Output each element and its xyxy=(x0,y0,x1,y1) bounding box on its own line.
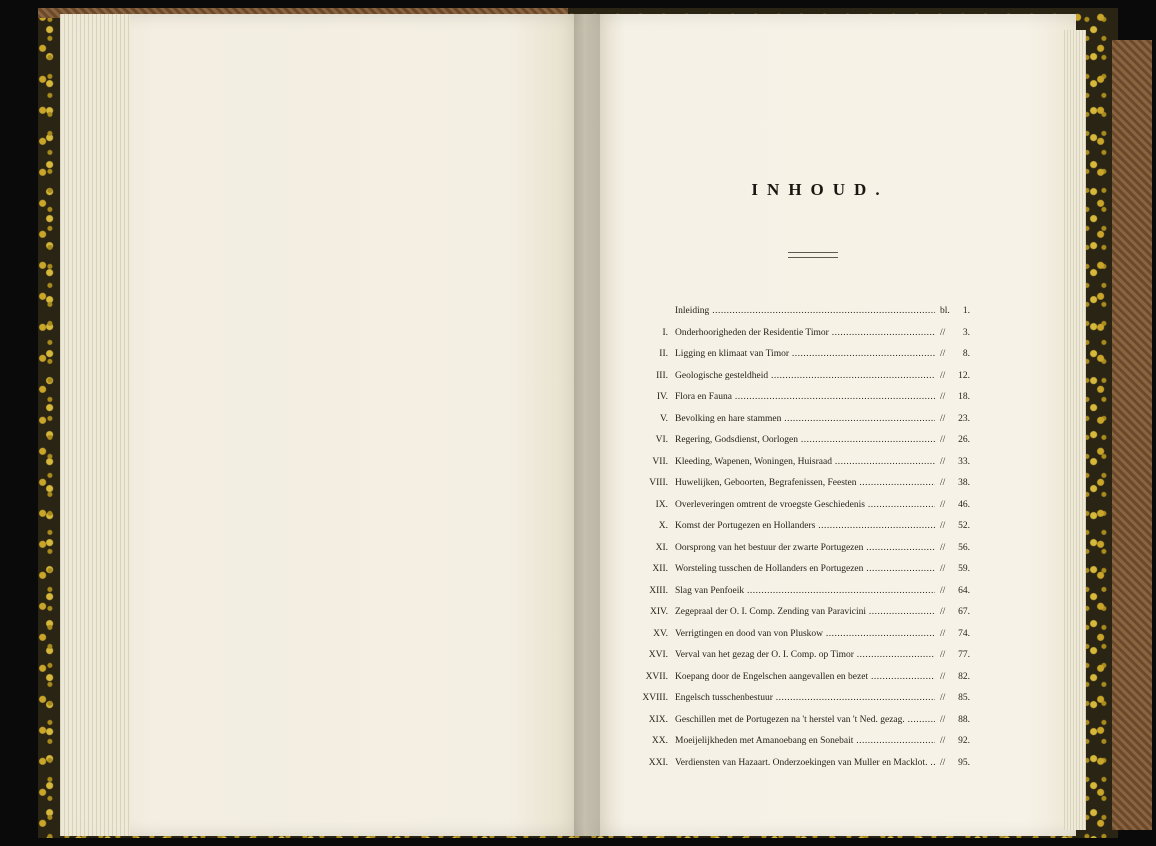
toc-entry-ref: // xyxy=(940,629,954,639)
toc-entry-page: 88. xyxy=(952,715,970,725)
toc-entry-ref: bl. xyxy=(940,306,954,316)
toc-entry xyxy=(640,629,970,645)
toc-entry xyxy=(640,650,970,666)
toc-entry-title: Verval van het gezag der O. I. Comp. op Timor ..... xyxy=(675,650,935,660)
toc-entry-number: XII. xyxy=(652,564,668,574)
toc-entry-title: Inleiding ..... xyxy=(675,306,935,316)
toc-entry-ref: // xyxy=(940,543,954,553)
toc-entry-number: XV. xyxy=(653,628,668,639)
toc-entry-number: VI. xyxy=(655,435,668,445)
toc-entry-ref: // xyxy=(940,349,954,359)
right-page-edges xyxy=(1064,30,1086,830)
toc-entry-ref: // xyxy=(940,672,954,682)
toc-entry-ref: // xyxy=(940,607,954,617)
toc-entry-ref: // xyxy=(940,328,954,338)
left-page xyxy=(60,14,588,836)
toc-entry-ref: // xyxy=(940,650,954,660)
toc-entry-number: XIV. xyxy=(649,607,668,617)
toc-entry xyxy=(640,414,970,430)
toc-entry-number: XI. xyxy=(655,542,668,553)
toc-entry xyxy=(640,392,970,408)
toc-entry-number: XX. xyxy=(651,736,668,746)
toc-entry-title: Bevolking en hare stammen ..... xyxy=(675,414,935,424)
toc-entry xyxy=(640,306,970,322)
toc-entry-title: Oorsprong van het bestuur der zwarte Portugezen ..... xyxy=(675,543,935,553)
toc-entry-number: XVI. xyxy=(648,650,668,660)
toc-entry-number: XVII. xyxy=(645,671,668,682)
toc-entry-title: Ligging en klimaat van Timor ..... xyxy=(675,349,935,359)
toc-entry-ref: // xyxy=(940,564,954,574)
left-page-edges xyxy=(60,14,130,836)
toc-entry-number: V. xyxy=(659,413,668,424)
toc-entry-page: 82. xyxy=(952,672,970,682)
toc-entry-title: Zegepraal der O. I. Comp. Zending van Paravicini ..... xyxy=(675,607,935,617)
toc-entry-page: 56. xyxy=(952,543,970,553)
toc-entry xyxy=(640,715,970,731)
toc-entry-ref: // xyxy=(940,521,954,531)
toc-entry-ref: // xyxy=(940,478,954,488)
toc-entry-page: 74. xyxy=(952,629,970,639)
toc-entry-number: IX. xyxy=(655,499,668,510)
toc-entry-ref: // xyxy=(940,715,954,725)
toc-entry xyxy=(640,736,970,752)
toc-entry-title: Koepang door de Engelschen aangevallen en bezet ..... xyxy=(675,672,935,682)
toc-entry xyxy=(640,521,970,537)
cover-binding-right xyxy=(1112,40,1152,830)
toc-entry-page: 3. xyxy=(952,328,970,338)
toc-entry-page: 12. xyxy=(952,371,970,381)
toc-entry-number: VII. xyxy=(652,456,668,467)
toc-entry xyxy=(640,371,970,387)
toc-entry xyxy=(640,500,970,516)
toc-entry-page: 92. xyxy=(952,736,970,746)
toc-entry-title: Verrigtingen en dood van von Pluskow ..... xyxy=(675,629,935,639)
toc-entry-page: 26. xyxy=(952,435,970,445)
toc-entry-page: 18. xyxy=(952,392,970,402)
toc-entry xyxy=(640,328,970,344)
toc-entry xyxy=(640,478,970,494)
toc-entry-ref: // xyxy=(940,435,954,445)
toc-entry-ref: // xyxy=(940,736,954,746)
toc-entry-ref: // xyxy=(940,586,954,596)
toc-entry xyxy=(640,672,970,688)
toc-entry-title: Komst der Portugezen en Hollanders ..... xyxy=(675,521,935,531)
toc-entry-ref: // xyxy=(940,392,954,402)
toc-entry-page: 8. xyxy=(952,349,970,359)
toc-entry-title: Moeijelijkheden met Amanoebang en Sonebait ..... xyxy=(675,736,935,746)
toc-entry-number: I. xyxy=(662,327,668,338)
toc-entry-page: 95. xyxy=(952,758,970,768)
toc-entry-ref: // xyxy=(940,758,954,768)
toc-entry-page: 59. xyxy=(952,564,970,574)
toc-entry-title: Geologische gesteldheid ..... xyxy=(675,371,935,381)
toc-entry-title: Flora en Fauna ..... xyxy=(675,392,935,402)
toc-entry-title: Kleeding, Wapenen, Woningen, Huisraad ..... xyxy=(675,457,935,467)
toc-entry xyxy=(640,349,970,365)
page-heading: INHOUD. xyxy=(751,180,889,199)
toc-entry-title: Verdiensten van Hazaart. Onderzoekingen van Muller en Macklot. ..... xyxy=(675,758,935,768)
toc-entry-page: 33. xyxy=(952,457,970,467)
toc-entry-title: Worsteling tusschen de Hollanders en Portugezen ..... xyxy=(675,564,935,574)
toc-entry-title: Geschillen met de Portugezen na 't herstel van 't Ned. gezag. ..... xyxy=(675,715,935,725)
toc-entry-page: 38. xyxy=(952,478,970,488)
toc-entry-page: 67. xyxy=(952,607,970,617)
toc-entry xyxy=(640,457,970,473)
toc-entry-number: XIII. xyxy=(649,585,668,596)
toc-entry-number: XVIII. xyxy=(642,693,668,703)
toc-entry-page: 23. xyxy=(952,414,970,424)
toc-entry-number: X. xyxy=(658,521,668,531)
toc-entry-number: IV. xyxy=(656,392,668,402)
toc-entry-number: III. xyxy=(656,370,668,381)
toc-entry xyxy=(640,607,970,623)
toc-entry-number: XIX. xyxy=(648,714,668,725)
toc-entry xyxy=(640,758,970,774)
book-gutter xyxy=(574,14,600,836)
toc-entry-page: 85. xyxy=(952,693,970,703)
heading-ornament xyxy=(788,252,838,258)
toc-entry xyxy=(640,693,970,709)
toc-entry-number: XXI. xyxy=(648,757,668,768)
toc-entry-title: Onderhoorigheden der Residentie Timor ..... xyxy=(675,328,935,338)
toc-entry-page: 52. xyxy=(952,521,970,531)
toc-entry-title: Engelsch tusschenbestuur ..... xyxy=(675,693,935,703)
toc-entry-page: 46. xyxy=(952,500,970,510)
toc-entry-ref: // xyxy=(940,414,954,424)
toc-entry-page: 64. xyxy=(952,586,970,596)
toc-entry-title: Overleveringen omtrent de vroegste Geschiedenis ..... xyxy=(675,500,935,510)
toc-entry-ref: // xyxy=(940,371,954,381)
toc-entry xyxy=(640,564,970,580)
toc-entry xyxy=(640,435,970,451)
toc-entry-title: Regering, Godsdienst, Oorlogen ..... xyxy=(675,435,935,445)
toc-entry-ref: // xyxy=(940,693,954,703)
toc-entry-page: 77. xyxy=(952,650,970,660)
toc-entry xyxy=(640,586,970,602)
toc-entry-title: Slag van Penfoeik ..... xyxy=(675,586,935,596)
toc-entry-title: Huwelijken, Geboorten, Begrafenissen, Feesten ..... xyxy=(675,478,935,488)
toc-entry-number: II. xyxy=(659,349,668,359)
toc-entry-page: 1. xyxy=(952,306,970,316)
toc-entry-number: VIII. xyxy=(649,478,668,488)
toc-entry-ref: // xyxy=(940,500,954,510)
toc-entry-ref: // xyxy=(940,457,954,467)
toc-entry xyxy=(640,543,970,559)
